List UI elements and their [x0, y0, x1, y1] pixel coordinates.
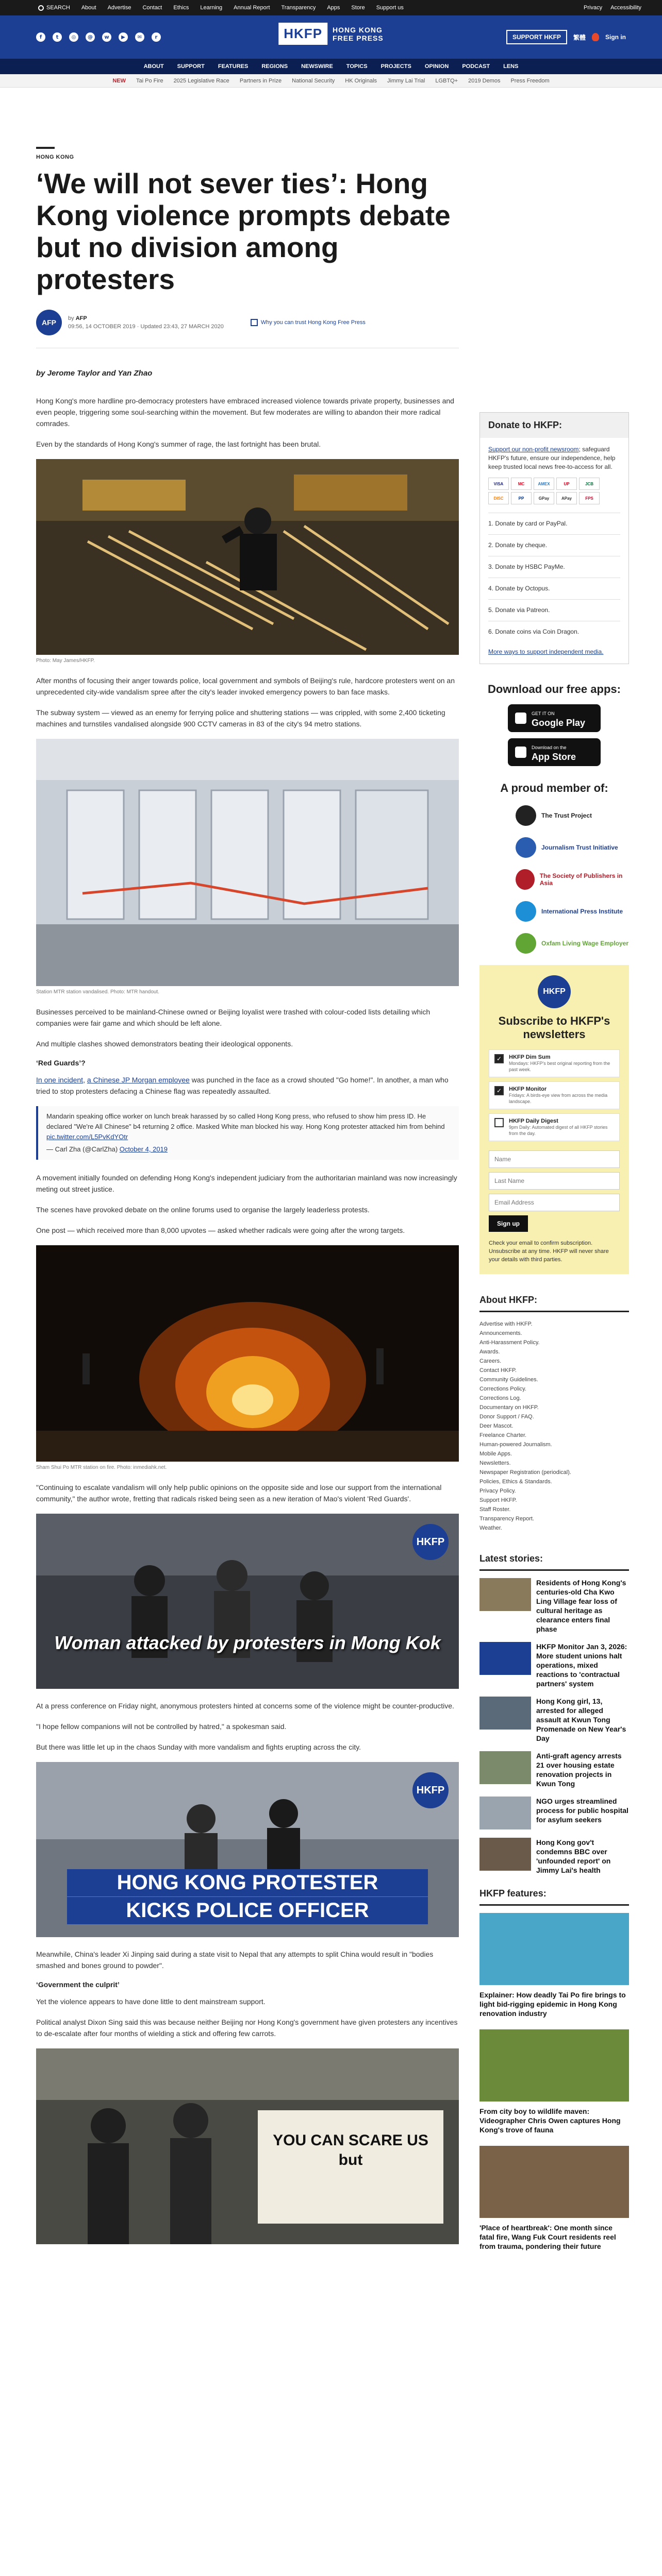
- paragraph: But there was little let up in the chaos Sunday with more vandalism and fights erupting across the city.: [36, 1743, 361, 1751]
- trending-link[interactable]: National Security: [292, 77, 335, 84]
- trending-link[interactable]: Press Freedom: [510, 77, 550, 84]
- sopa-icon: [516, 869, 535, 890]
- about-link[interactable]: Newspaper Registration (periodical).: [479, 1469, 571, 1476]
- google-play-button[interactable]: GET IT ON Google Play: [508, 704, 601, 732]
- video-logo: HKFP: [412, 1772, 449, 1808]
- protest-photo: [36, 459, 459, 655]
- article-byline: by Jerome Taylor and Yan Zhao: [36, 369, 153, 378]
- about-link[interactable]: Advertise with HKFP.: [479, 1321, 533, 1327]
- nav-features[interactable]: FEATURES: [218, 63, 249, 70]
- member-oxfam[interactable]: Oxfam Living Wage Employer: [516, 933, 629, 954]
- by-label: by: [68, 315, 74, 321]
- nav-topics[interactable]: TOPICS: [346, 63, 368, 70]
- about-link[interactable]: Weather.: [479, 1525, 502, 1531]
- jti-icon: [516, 837, 536, 858]
- about-link[interactable]: Human-powered Journalism.: [479, 1442, 552, 1448]
- article-title: ‘We will not sever ties’: Hong Kong violence prompts debate but no division among protesters: [36, 167, 451, 295]
- donate-option-cheque[interactable]: 2. Donate by cheque.: [488, 534, 620, 556]
- latest-story[interactable]: Hong Kong girl, 13, arrested for alleged assault at Kwun Tong Promenade on New Year's Day: [479, 1697, 629, 1743]
- trending-link[interactable]: Partners in Prize: [239, 77, 282, 84]
- amex-icon: AMEX: [534, 478, 554, 490]
- about-link[interactable]: Donor Support / FAQ.: [479, 1414, 534, 1420]
- member-title: A proud member of:: [500, 782, 608, 794]
- author-link[interactable]: AFP: [75, 315, 87, 321]
- story-thumbnail: [479, 1642, 531, 1675]
- apps-title: Download our free apps:: [488, 683, 621, 696]
- video-title-line-1: HONG KONG PROTESTER: [67, 1869, 428, 1896]
- newsletter-logo: HKFP: [538, 975, 571, 1008]
- checkbox-unchecked[interactable]: [494, 1118, 504, 1127]
- paragraph: Political analyst Dixon Sing said this was because neither Beijing nor Hong Kong's government have given protesters any incentives to de-escalate after four months of wielding a stick and offering few carrots.: [36, 2018, 458, 2038]
- sidebar: [479, 412, 629, 2262]
- tweet-pic-link[interactable]: pic.twitter.com/L5PvKdYOtr: [46, 1133, 128, 1141]
- ipi-icon: [516, 901, 536, 922]
- donate-widget: Donate to HKFP: Support our non-profit newsroom; safeguard HKFP's future, ensure our independence, help keep trusted local news free-to-access for all. VISA MC AMEX UP JCB DISC PP GPay APay FPS 1. Donate by card or PayPal. 2. Donate by cheque. 3. Donate by HSBC PayMe. 4. Donate by Octopus. 5. Donate via Patreon. 6. Donate coins via Coin Dragon. More ways to support independent media.: [479, 412, 629, 664]
- nav-opinion[interactable]: OPINION: [424, 63, 449, 70]
- trending-link[interactable]: HK Originals: [345, 77, 377, 84]
- paragraph: "I hope fellow companions will not be controlled by hatred," a spokesman said.: [36, 1722, 287, 1731]
- site-header: [0, 15, 662, 59]
- section-heading: ‘Government the culprit’: [36, 1980, 120, 1989]
- logo-line-1: HONG KONG: [333, 25, 383, 34]
- support-hkfp-button[interactable]: SUPPORT HKFP: [506, 30, 567, 44]
- nav-newswire[interactable]: NEWSWIRE: [301, 63, 333, 70]
- topbar-link-annual-report[interactable]: Annual Report: [234, 5, 270, 11]
- topbar-link-learning[interactable]: Learning: [200, 5, 223, 11]
- video-title-line-2: KICKS POLICE OFFICER: [67, 1897, 428, 1924]
- whatsapp-icon[interactable]: w: [102, 32, 111, 42]
- donate-title: Donate to HKFP:: [480, 413, 628, 438]
- photo-caption: Photo: May James/HKFP.: [36, 658, 95, 664]
- about-link[interactable]: Contact HKFP.: [479, 1367, 517, 1374]
- nav-podcast[interactable]: PODCAST: [462, 63, 490, 70]
- topbar-link-contact[interactable]: Contact: [142, 5, 162, 11]
- rss-icon[interactable]: r: [152, 32, 161, 42]
- topbar-link-apps[interactable]: Apps: [327, 5, 340, 11]
- feature-story[interactable]: Explainer: How deadly Tai Po fire brings to light bid-rigging epidemic in Hong Kong renovation industry: [479, 1913, 629, 2018]
- feature-story[interactable]: 'Place of heartbreak': One month since fatal fire, Wang Fuk Court residents reel from trauma, pondering their future: [479, 2146, 629, 2251]
- apple-icon: [515, 747, 526, 758]
- threads-icon[interactable]: @: [86, 32, 95, 42]
- fire-photo: [36, 1245, 459, 1462]
- embedded-tweet: [36, 1106, 459, 1160]
- facebook-icon[interactable]: f: [36, 32, 45, 42]
- newsletter-note: Check your email to confirm subscription. Unsubscribe at any time. HKFP will never share your details with third parties.: [489, 1240, 609, 1263]
- topbar-link-ethics[interactable]: Ethics: [173, 5, 189, 11]
- about-link[interactable]: Mobile Apps.: [479, 1451, 512, 1457]
- trending-link[interactable]: 2025 Legislative Race: [173, 77, 229, 84]
- mtr-station-image: [36, 739, 459, 986]
- twitter-icon[interactable]: t: [53, 32, 62, 42]
- payment-methods: [488, 478, 620, 504]
- visa-icon: VISA: [488, 478, 509, 490]
- story-thumbnail: [479, 1751, 531, 1784]
- video-player[interactable]: [36, 1514, 459, 1689]
- nav-regions[interactable]: REGIONS: [261, 63, 288, 70]
- logo-mark: HKFP: [278, 23, 327, 45]
- protest-photo-image: [36, 459, 459, 655]
- trending-link[interactable]: 2019 Demos: [468, 77, 501, 84]
- donate-option-coins[interactable]: 6. Donate coins via Coin Dragon.: [488, 621, 620, 642]
- kicker-divider: [36, 147, 55, 149]
- latest-story[interactable]: HKFP Monitor Jan 3, 2026: More student unions halt operations, mixed reactions to 'contractual partners' system: [479, 1642, 629, 1688]
- donate-option-payme[interactable]: 3. Donate by HSBC PayMe.: [488, 556, 620, 578]
- paragraph: In one incident, a Chinese JP Morgan employee was punched in the face as a crowd shouted "Go home!". In another, a man who tried to stop protesters defacing a Chinese flag was repeatedly assaulted.: [36, 1076, 449, 1095]
- paragraph: The subway system — viewed as an enemy for ferrying police and shuttering stations — was crippled, with some 2,400 ticketing machines and turnstiles vandalised alongside 900 CCTV cameras in 83 of the city's 94 metro stations.: [36, 708, 445, 728]
- nav-projects[interactable]: PROJECTS: [380, 63, 411, 70]
- story-thumbnail: [479, 1797, 531, 1829]
- member-trust-project[interactable]: The Trust Project: [516, 805, 629, 826]
- jp-morgan-link[interactable]: a Chinese JP Morgan employee: [87, 1076, 190, 1084]
- donate-option-patreon[interactable]: 5. Donate via Patreon.: [488, 599, 620, 621]
- paragraph: And multiple clashes showed demonstrators beating their ideological opponents.: [36, 1040, 293, 1048]
- about-link[interactable]: Privacy Policy.: [479, 1488, 516, 1494]
- tweet-date-link[interactable]: October 4, 2019: [119, 1145, 168, 1153]
- nav-about[interactable]: ABOUT: [143, 63, 164, 70]
- checkbox-checked[interactable]: ✓: [494, 1086, 504, 1095]
- trending-link[interactable]: LGBTQ+: [435, 77, 458, 84]
- oxfam-icon: [516, 933, 536, 954]
- about-link[interactable]: Documentary on HKFP.: [479, 1404, 539, 1411]
- about-link[interactable]: Deer Mascot.: [479, 1423, 514, 1429]
- youtube-icon[interactable]: ▶: [119, 32, 128, 42]
- flame-icon: [592, 33, 599, 41]
- latest-story[interactable]: Residents of Hong Kong's centuries-old Cha Kwo Ling Village fear loss of cultural heritage as clearance enters final phase: [479, 1578, 629, 1634]
- section-heading: ‘Red Guards’?: [36, 1059, 86, 1067]
- feature-image: [479, 2146, 629, 2218]
- member-sopa[interactable]: The Society of Publishers in Asia: [516, 869, 629, 890]
- topbar-link-privacy[interactable]: Privacy: [584, 5, 603, 11]
- newsletter-title: Subscribe to HKFP's newsletters: [498, 1014, 610, 1041]
- jcb-icon: JCB: [579, 478, 600, 490]
- topbar-link-accessibility[interactable]: Accessibility: [610, 5, 641, 11]
- utility-bar: [0, 0, 662, 15]
- topbar-link-advertise[interactable]: Advertise: [107, 5, 131, 11]
- about-link[interactable]: Staff Roster.: [479, 1506, 511, 1513]
- checkbox-checked[interactable]: ✓: [494, 1054, 504, 1063]
- topbar-link-support[interactable]: Support us: [376, 5, 404, 11]
- latest-story[interactable]: Anti-graft agency arrests 21 over housing estate renovation projects in Kwun Tong: [479, 1751, 629, 1788]
- topbar-link-about[interactable]: About: [81, 5, 96, 11]
- about-link[interactable]: Corrections Policy.: [479, 1386, 526, 1392]
- about-title: About HKFP:: [479, 1295, 629, 1312]
- mastercard-icon: MC: [511, 478, 532, 490]
- about-link[interactable]: Careers.: [479, 1358, 502, 1364]
- logo-line-2: FREE PRESS: [333, 33, 384, 42]
- story-thumbnail: [479, 1838, 531, 1871]
- app-store-button[interactable]: Download on the App Store: [508, 738, 601, 766]
- discover-icon: DISC: [488, 492, 509, 504]
- sign-in-link[interactable]: Sign in: [605, 33, 626, 41]
- fire-photo-image: [36, 1245, 459, 1462]
- topbar-link-store[interactable]: Store: [351, 5, 365, 11]
- video-player[interactable]: [36, 1762, 459, 1937]
- feature-story[interactable]: From city boy to wildlife maven: Videographer Chris Owen captures Hong Kong's trove of fauna: [479, 2029, 629, 2134]
- features-title: HKFP features:: [479, 1888, 629, 1906]
- about-link[interactable]: Newsletters.: [479, 1460, 511, 1466]
- fps-icon: FPS: [579, 492, 600, 504]
- updated-date: Updated 23:43, 27 MARCH 2020: [140, 324, 224, 330]
- instagram-icon[interactable]: ◎: [69, 32, 78, 42]
- mtr-station-photo: [36, 739, 459, 986]
- member-jti[interactable]: Journalism Trust Initiative: [516, 837, 629, 858]
- video-thumbnail: [36, 1514, 459, 1689]
- paragraph: After months of focusing their anger towards police, local government and symbols of Beijing's rule, hardcore protesters went on an unprecedented city-wide vandalism spree after the city's leader invoked emergency powers to ban face masks.: [36, 676, 455, 696]
- main-nav: [0, 59, 662, 74]
- feature-image: [479, 1913, 629, 1985]
- protest-sign-photo: [36, 2048, 459, 2244]
- paragraph: A movement initially founded on defending Hong Kong's independent judiciary from the authoritarian mainland was now increasingly meting out street justice.: [36, 1174, 457, 1193]
- about-link[interactable]: Policies, Ethics & Standards.: [479, 1479, 552, 1485]
- paragraph: Hong Kong's more hardline pro-democracy protesters have embraced increased violence towards private property, businesses and even people, triggering some soul-searching within the movement. But few moderates are willing to abandon their more radical comrades.: [36, 397, 454, 428]
- trending-link[interactable]: Tai Po Fire: [136, 77, 163, 84]
- nav-support[interactable]: SUPPORT: [177, 63, 205, 70]
- about-link[interactable]: Awards.: [479, 1349, 500, 1355]
- trending-bar: [0, 74, 662, 88]
- search-icon: [38, 5, 44, 11]
- about-link[interactable]: Transparency Report.: [479, 1516, 534, 1522]
- trending-link[interactable]: Jimmy Lai Trial: [387, 77, 425, 84]
- newsletter-option[interactable]: ✓ HKFP Monitor Fridays: A birds-eye view from across the media landscape.: [489, 1081, 620, 1109]
- about-link[interactable]: Community Guidelines.: [479, 1377, 538, 1383]
- language-toggle[interactable]: 繁體: [573, 33, 586, 41]
- more-ways-link[interactable]: More ways to support independent media.: [488, 648, 604, 655]
- tweet-text: Mandarin speaking office worker on lunch break harassed by so called Hong Kong press, who refused to show him press ID. He declared "We're All Chinese" b4 returning 2 office. Masked White man blocked his way. Hong Kong protester attacked him from behind: [46, 1112, 445, 1130]
- about-link[interactable]: Corrections Log.: [479, 1395, 521, 1401]
- publish-date: 09:56, 14 OCTOBER 2019: [68, 324, 136, 330]
- social-links: [36, 32, 161, 42]
- paypal-icon: PP: [511, 492, 532, 504]
- incident-link[interactable]: In one incident: [36, 1076, 84, 1084]
- story-thumbnail: [479, 1697, 531, 1730]
- paragraph: The scenes have provoked debate on the online forums used to organise the largely leaderless protests.: [36, 1206, 370, 1214]
- newsletter-widget: [479, 965, 629, 1274]
- first-name-input[interactable]: [489, 1150, 620, 1168]
- newsletter-option[interactable]: HKFP Daily Digest 9pm Daily: Automated digest of all HKFP stories from the day.: [489, 1113, 620, 1141]
- paragraph: Even by the standards of Hong Kong's summer of rage, the last fortnight has been brutal.: [36, 440, 321, 448]
- unionpay-icon: UP: [556, 478, 577, 490]
- feature-image: [479, 2029, 629, 2102]
- article-category[interactable]: HONG KONG: [36, 154, 74, 160]
- photo-caption: Station MTR station vandalised. Photo: MTR handout.: [36, 989, 160, 995]
- nav-lens[interactable]: LENS: [503, 63, 519, 70]
- video-logo: HKFP: [412, 1524, 449, 1560]
- photo-caption: Sham Shui Po MTR station on fire. Photo: inmediahk.net.: [36, 1465, 167, 1470]
- donate-option-octopus[interactable]: 4. Donate by Octopus.: [488, 578, 620, 599]
- site-logo[interactable]: [278, 23, 383, 45]
- about-link[interactable]: Support HKFP.: [479, 1497, 517, 1503]
- latest-title: Latest stories:: [479, 1553, 629, 1571]
- google-play-icon: [515, 713, 526, 724]
- author-avatar[interactable]: AFP: [36, 310, 62, 335]
- sign-up-button[interactable]: Sign up: [489, 1215, 528, 1232]
- google-pay-icon: GPay: [534, 492, 554, 504]
- search-button[interactable]: SEARCH: [38, 5, 70, 11]
- about-links: [479, 1319, 629, 1533]
- video-title: Woman attacked by protesters in Mong Kok: [54, 1632, 441, 1653]
- new-badge: NEW: [112, 77, 126, 84]
- trust-link[interactable]: Why you can trust Hong Kong Free Press: [251, 319, 366, 326]
- latest-story[interactable]: NGO urges streamlined process for public hospital for asylum seekers: [479, 1797, 629, 1829]
- tweet-author: — Carl Zha (@CarlZha): [46, 1145, 120, 1153]
- paragraph: At a press conference on Friday night, anonymous protesters hinted at concerns some of the violence might be counter-productive.: [36, 1702, 454, 1710]
- article: [36, 147, 459, 2247]
- latest-story[interactable]: Hong Kong gov't condemns BBC over 'unfounded report' on Jimmy Lai's health: [479, 1838, 629, 1875]
- trust-icon: [251, 319, 258, 326]
- topbar-link-transparency[interactable]: Transparency: [281, 5, 316, 11]
- about-link[interactable]: Announcements.: [479, 1330, 522, 1336]
- article-meta: AFP by AFP 09:56, 14 OCTOBER 2019 · Updated 23:43, 27 MARCH 2020 Why you can trust Hong Kong Free Press: [36, 310, 459, 348]
- last-name-input[interactable]: [489, 1172, 620, 1190]
- trust-project-icon: [516, 805, 536, 826]
- email-input[interactable]: [489, 1194, 620, 1211]
- support-link[interactable]: Support our non-profit newsroom: [488, 446, 579, 453]
- protest-sign-text: YOU CAN SCARE US but: [273, 2132, 428, 2168]
- donate-option-card[interactable]: 1. Donate by card or PayPal.: [488, 513, 620, 534]
- member-ipi[interactable]: International Press Institute: [516, 901, 629, 922]
- story-thumbnail: [479, 1578, 531, 1611]
- about-link[interactable]: Anti-Harassment Policy.: [479, 1340, 540, 1346]
- paragraph: Meanwhile, China's leader Xi Jinping said during a state visit to Nepal that any attempts to split China would result in "bodies smashed and bones ground to powder".: [36, 1950, 434, 1970]
- paragraph: Yet the violence appears to have done little to dent mainstream support.: [36, 1997, 266, 2006]
- paragraph: One post — which received more than 8,000 upvotes — asked whether radicals were going after the wrong targets.: [36, 1226, 405, 1234]
- paragraph: "Continuing to escalate vandalism will only help public opinions on the opposite side and lose our support from the international community," the author wrote, fretting that radicals risked being seen as a new iteration of Mao's violent 'Red Guards'.: [36, 1483, 442, 1503]
- about-link[interactable]: Freelance Charter.: [479, 1432, 527, 1438]
- paragraph: Businesses perceived to be mainland-Chinese owned or Beijing loyalist were trashed with colour-coded lists detailing which companies were fair game and which should be left alone.: [36, 1008, 431, 1027]
- newsletter-option[interactable]: ✓ HKFP Dim Sum Mondays: HKFP's best original reporting from the past week.: [489, 1049, 620, 1077]
- email-icon[interactable]: ✉: [135, 32, 144, 42]
- apple-pay-icon: APay: [556, 492, 577, 504]
